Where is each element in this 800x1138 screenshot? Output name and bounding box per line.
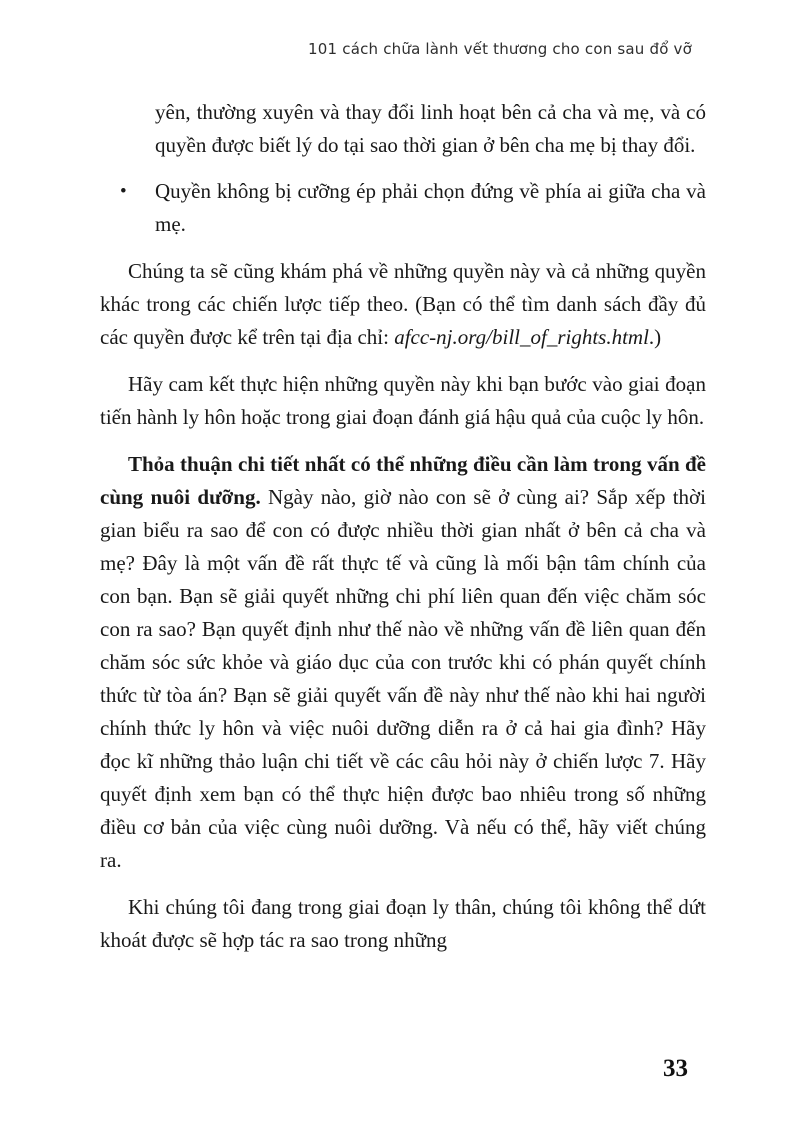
paragraph-commit: Hãy cam kết thực hiện những quyền này khi bạn bước vào giai đoạn tiến hành ly hôn hoặc trong giai đoạn đánh giá hậu quả của cuộc ly hôn. xyxy=(100,372,706,429)
paragraph-discover-text: Chúng ta sẽ cũng khám phá về những quyền này và cả những quyền khác trong các chiến lược tiếp theo. (Bạn có thể tìm danh sách đầy đủ các quyền được kể trên tại địa chỉ: xyxy=(100,259,706,349)
bullet-continuation-paragraph: yên, thường xuyên và thay đổi linh hoạt bên cả cha và mẹ, và có quyền được biết lý do tại sao thời gian ở bên cha mẹ bị thay đổi. xyxy=(155,100,706,157)
paragraph-discover xyxy=(100,255,706,354)
paragraph-discover-closing: .) xyxy=(648,325,662,349)
page-number: 33 xyxy=(663,1055,688,1082)
paragraph-separation: Khi chúng tôi đang trong giai đoạn ly thân, chúng tôi không thể dứt khoát được sẽ hợp tác ra sao trong những xyxy=(100,895,706,952)
bullet-list-item xyxy=(120,175,706,241)
paragraph-agreement-body: Ngày nào, giờ nào con sẽ ở cùng ai? Sắp xếp thời gian biểu ra sao để con có được nhiều thời gian nhất ở bên cả cha và mẹ? Đây là một vấn đề rất thực tế và cũng là mối bận tâm chính của con bạn. Bạn sẽ giải quyết những chi phí liên quan đến việc chăm sóc con ra sao? Bạn quyết định như thế nào về những vấn đề liên quan đến chăm sóc sức khỏe và giáo dục của con trước khi có phán quyết chính thức từ tòa án? Bạn sẽ giải quyết vấn đề này như thế nào khi hai người chính thức ly hôn và việc nuôi dưỡng diễn ra ở cả hai gia đình? Hãy đọc kĩ những thảo luận chi tiết về các câu hỏi này ở chiến lược 7. Hãy quyết định xem bạn có thể thực hiện được bao nhiêu trong số những điều cơ bản của việc cùng nuôi dưỡng. Và nếu có thể, hãy viết chúng ra. xyxy=(100,485,706,872)
paragraph-agreement xyxy=(100,448,706,877)
paragraph-agreement-bold-lead: Thỏa thuận chi tiết nhất có thể những điều cần làm trong vấn đề cùng nuôi dưỡng. xyxy=(100,452,706,509)
page-content xyxy=(100,96,706,957)
bullet-marker: • xyxy=(120,181,127,202)
rights-url-text: afcc-nj.org/bill_of_rights.html xyxy=(394,325,649,349)
running-header: 101 cách chữa lành vết thương cho con sau đổ vỡ xyxy=(308,40,692,58)
bullet-item-text: Quyền không bị cưỡng ép phải chọn đứng về phía ai giữa cha và mẹ. xyxy=(155,179,706,236)
